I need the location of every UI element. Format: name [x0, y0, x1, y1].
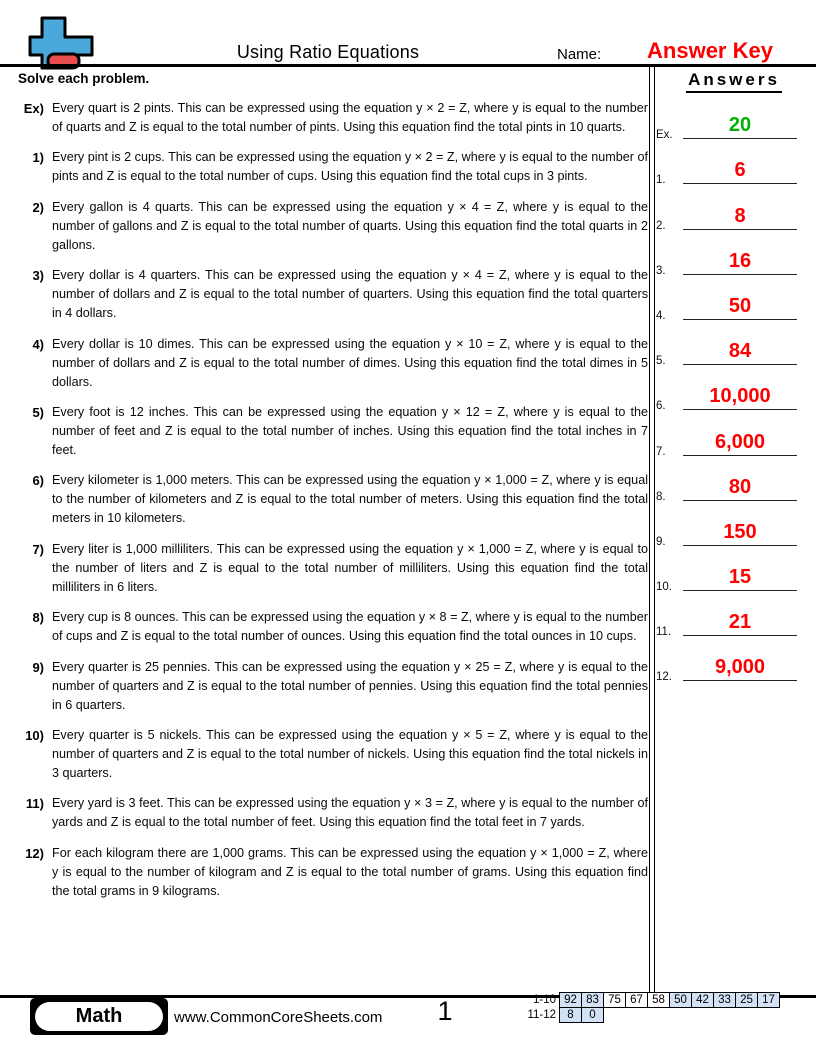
problem-text: Every kilometer is 1,000 meters. This can be expressed using the equation y × 1,000 = Z, where y is equal to the number of kilometers and Z is equal to the total number of meters. Using this equation find the total meters in 10 kilometers. — [52, 473, 648, 526]
answer-row — [652, 600, 814, 645]
answer-row — [652, 148, 814, 193]
answer-blank-line — [683, 476, 797, 501]
answer-value: 50 — [728, 294, 752, 317]
answer-row — [652, 239, 814, 284]
problem-row — [16, 844, 648, 901]
page-title: Using Ratio Equations — [236, 42, 420, 62]
problem-row — [16, 471, 648, 528]
answer-value: 16 — [728, 249, 752, 272]
score-cell: 25 — [735, 992, 758, 1008]
name-label: Name: — [557, 46, 602, 63]
score-cell: 42 — [691, 992, 714, 1008]
plus-math-logo-icon — [28, 12, 98, 70]
answers-heading — [658, 70, 810, 93]
problem-text: Every gallon is 4 quarts. This can be expressed using the equation y × 4 = Z, where y is equal to the number of gallons and Z is equal to the total number of quarts. Using this equation find the total quarts in 2 gallons. — [52, 199, 648, 252]
problem-text: Every dollar is 4 quarters. This can be expressed using the equation y × 4 = Z, where y is equal to the number of dollars and Z is equal to the total number of quarters. Using this equation find the total quarters in 4 dollars. — [52, 268, 648, 321]
answer-value: 8 — [734, 204, 746, 227]
answer-row — [652, 374, 814, 419]
answer-blank-line — [683, 295, 797, 320]
problem-number: 6) — [32, 473, 44, 489]
problem-number: 9) — [32, 659, 44, 675]
answer-row — [652, 555, 814, 600]
score-cell: 67 — [625, 992, 648, 1008]
problem-row — [16, 794, 648, 832]
score-table — [516, 992, 780, 1023]
score-cell: 33 — [713, 992, 736, 1008]
answer-number-label: 4. — [656, 309, 666, 322]
answer-number-label: 9. — [656, 535, 666, 548]
problem-text: Every liter is 1,000 milliliters. This can be expressed using the equation y × 1,000 = Z, where y is equal to the number of liters and Z is equal to the total number of milliliters. Using this equation find the total milliliters in 6 liters. — [52, 541, 648, 594]
website-url: www.CommonCoreSheets.com — [174, 1009, 383, 1026]
answer-number-label: 5. — [656, 355, 666, 368]
problem-number: 11) — [25, 796, 44, 812]
answer-blank-line — [683, 566, 797, 591]
score-cell: 92 — [559, 992, 582, 1008]
problem-number: 10) — [25, 727, 44, 743]
problem-row — [16, 608, 648, 646]
header-divider — [0, 64, 816, 67]
answers-heading-text: Answers — [686, 70, 782, 93]
subject-badge-label: Math — [35, 1002, 163, 1031]
problem-row — [16, 148, 648, 186]
problem-text: Every foot is 12 inches. This can be expressed using the equation y × 12 = Z, where y is equal to the number of feet and Z is equal to the total number of inches. Using this equation find the total inches in 7 feet. — [52, 404, 648, 457]
problem-text: Every quarter is 25 pennies. This can be expressed using the equation y × 25 = Z, where y is equal to the number of quarters and Z is equal to the total number of pennies. Using this equation find the total pennies in 6 quarters. — [52, 659, 648, 712]
answer-blank-line — [683, 611, 797, 636]
problem-row — [16, 198, 648, 255]
page-number: 1 — [437, 996, 453, 1026]
answer-blank-line — [683, 385, 797, 410]
score-row-label: 1-10 — [532, 994, 556, 1006]
answers-list — [652, 103, 814, 690]
score-row — [516, 1007, 780, 1023]
answer-blank-line — [683, 431, 797, 456]
problems-list — [16, 99, 648, 912]
score-row-label: 11-12 — [527, 1009, 556, 1021]
problem-number: 8) — [32, 610, 44, 626]
answer-value: 6 — [734, 159, 746, 182]
answer-number-label: 8. — [656, 490, 666, 503]
answer-blank-line — [683, 159, 797, 184]
problem-text: For each kilogram there are 1,000 grams. This can be expressed using the equation y × 1,000 = Z, where y is equal to the number of kilogram and Z is equal to the total number of grams. Using this equation find the total grams in 9 kilograms. — [52, 845, 648, 898]
problem-text: Every yard is 3 feet. This can be expressed using the equation y × 3 = Z, where y is equal to the number of yards and Z is equal to the total number of feet. Using this equation find the total feet in 7 yards. — [52, 796, 648, 830]
answer-number-label: 12. — [656, 671, 672, 684]
answer-number-label: 6. — [656, 400, 666, 413]
problem-number: 12) — [25, 845, 44, 861]
answer-row — [652, 419, 814, 464]
problem-row — [16, 99, 648, 137]
score-cell: 83 — [581, 992, 604, 1008]
answer-blank-line — [683, 521, 797, 546]
problem-number: 3) — [32, 268, 44, 284]
answer-value: 21 — [728, 611, 752, 634]
problem-text: Every pint is 2 cups. This can be expressed using the equation y × 2 = Z, where y is equal to the number of pints and Z is equal to the total number of cups. Using this equation find the total cups in 3 pints. — [52, 150, 648, 184]
answer-blank-line — [683, 114, 797, 139]
answer-value: 150 — [723, 520, 757, 543]
subject-badge — [30, 998, 168, 1035]
answer-number-label: 10. — [656, 581, 672, 594]
problem-text: Every dollar is 10 dimes. This can be expressed using the equation y × 10 = Z, where y is equal to the number of dollars and Z is equal to the total number of dimes. Using this equation find the total dimes in 5 dollars. — [52, 336, 648, 389]
problem-row — [16, 335, 648, 392]
answer-row — [652, 284, 814, 329]
answer-row — [652, 510, 814, 555]
answer-row — [652, 103, 814, 148]
answer-blank-line — [683, 656, 797, 681]
answer-blank-line — [683, 340, 797, 365]
problem-text: Every quarter is 5 nickels. This can be expressed using the equation y × 5 = Z, where y is equal to the number of quarters and Z is equal to the total number of nickels. Using this equation find the total nickels in 3 quarters. — [52, 727, 648, 780]
answer-value: 15 — [728, 566, 752, 589]
answer-row — [652, 465, 814, 510]
score-cell: 0 — [581, 1007, 604, 1023]
answer-blank-line — [683, 250, 797, 275]
problem-number: 5) — [32, 404, 44, 420]
problem-number: 2) — [32, 199, 44, 215]
score-cell: 50 — [669, 992, 692, 1008]
problem-row — [16, 658, 648, 715]
problem-number: 4) — [32, 336, 44, 352]
problem-row — [16, 540, 648, 597]
problem-number: 7) — [32, 541, 44, 557]
answer-number-label: Ex. — [656, 129, 673, 142]
answer-value: 80 — [728, 475, 752, 498]
answer-blank-line — [683, 205, 797, 230]
score-cell: 17 — [757, 992, 780, 1008]
answer-row — [652, 329, 814, 374]
problem-row — [16, 403, 648, 460]
score-cell: 8 — [559, 1007, 582, 1023]
problem-text: Every cup is 8 ounces. This can be expressed using the equation y × 8 = Z, where y is equal to the number of cups and Z is equal to the total number of ounces. Using this equation find the total ounces in 10 cups. — [52, 610, 648, 644]
instructions-text: Solve each problem. — [18, 71, 150, 86]
answer-value: 84 — [728, 340, 752, 363]
answer-number-label: 7. — [656, 445, 666, 458]
score-row — [516, 992, 780, 1008]
problem-text: Every quart is 2 pints. This can be expressed using the equation y × 2 = Z, where y is equal to the number of quarts and Z is equal to the total number of pints. Using this equation find the total pints in 10 quarts. — [52, 101, 648, 134]
score-cell: 58 — [647, 992, 670, 1008]
problem-row — [16, 726, 648, 783]
problem-row — [16, 266, 648, 323]
answer-number-label: 3. — [656, 264, 666, 277]
answer-value: 9,000 — [714, 656, 766, 679]
answer-number-label: 11. — [656, 626, 672, 639]
answer-value: 20 — [728, 114, 752, 137]
answer-number-label: 2. — [656, 219, 666, 232]
answer-value: 10,000 — [709, 385, 771, 408]
name-value-answer-key: Answer Key — [647, 38, 773, 63]
problem-number: Ex) — [23, 101, 44, 116]
answer-number-label: 1. — [656, 174, 666, 187]
answer-row — [652, 645, 814, 690]
score-cell: 75 — [603, 992, 626, 1008]
answer-row — [652, 193, 814, 238]
answer-value: 6,000 — [714, 430, 766, 453]
problem-number: 1) — [32, 150, 44, 166]
